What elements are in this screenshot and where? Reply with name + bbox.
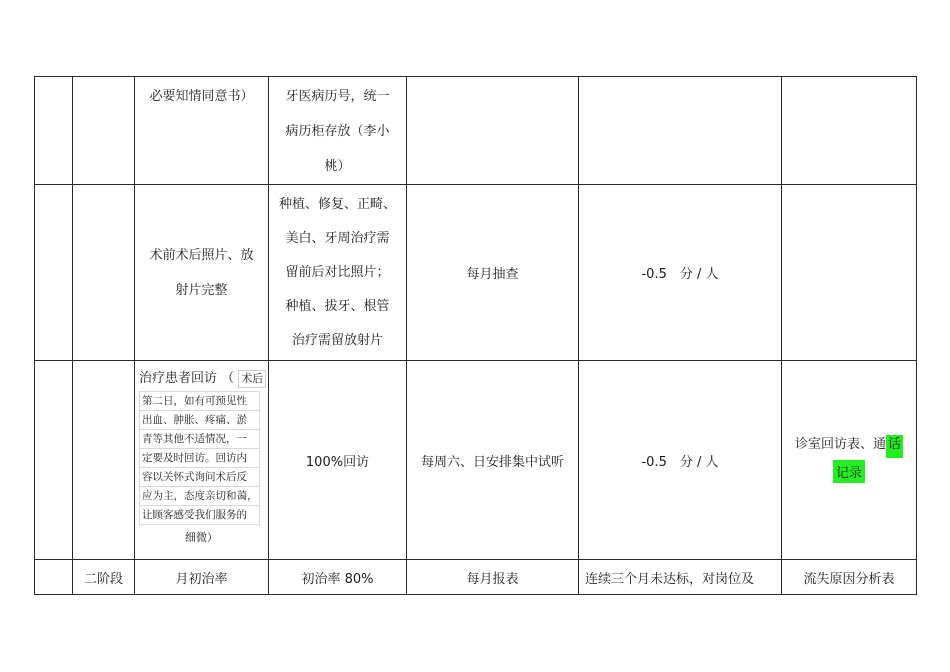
cell-index xyxy=(35,560,73,595)
standard-line: 种植、修复、正畸、 xyxy=(278,196,396,212)
note-line: 应为主，态度亲切和蔼， xyxy=(139,487,260,506)
cell-item xyxy=(135,185,269,361)
highlighted-text: 话 xyxy=(886,435,903,458)
note-line: 容以关怀式询问术后反 xyxy=(139,468,260,487)
item-text: 必要知情同意书） xyxy=(149,89,254,104)
cell-standard xyxy=(269,77,407,185)
table-row xyxy=(35,361,917,560)
cell-standard: 初治率 80% xyxy=(269,560,407,595)
standard-line: 美白、牙周治疗需 xyxy=(285,230,390,246)
note-line: 定要及时回访。回访内 xyxy=(139,449,260,468)
record-text: 诊室回访表、通 xyxy=(794,437,886,452)
record-line-1 xyxy=(782,432,916,458)
note-line: 让顾客感受我们服务的 xyxy=(139,506,260,525)
cell-check xyxy=(407,77,579,185)
note-line: 青等其他不适情况，一 xyxy=(139,430,260,449)
cell-item: 月初治率 xyxy=(135,560,269,595)
cell-record: 流失原因分析表 xyxy=(782,560,917,595)
table-row xyxy=(35,560,917,595)
cell-check: 每月报表 xyxy=(407,560,579,595)
cell-penalty xyxy=(579,77,782,185)
standard-line: 种植、拔牙、根管 xyxy=(285,298,390,314)
cell-record xyxy=(782,77,917,185)
cell-penalty: -0.5 分 / 人 xyxy=(579,185,782,361)
assessment-table xyxy=(34,76,917,595)
cell-stage xyxy=(73,77,135,185)
standard-line: 治疗需留放射片 xyxy=(291,332,383,348)
item-title: 治疗患者回访 xyxy=(139,371,218,386)
cell-check: 每周六、日安排集中试听 xyxy=(407,361,579,560)
table-row xyxy=(35,77,917,185)
cell-penalty: 连续三个月未达标，对岗位及 xyxy=(579,560,782,595)
item-line: 术前术后照片、放 xyxy=(149,247,254,263)
table-row xyxy=(35,185,917,361)
cell-standard: 100%回访 xyxy=(269,361,407,560)
cell-stage: 二阶段 xyxy=(73,560,135,595)
cell-item xyxy=(135,361,269,560)
standard-line: 病历柜存放（李小 xyxy=(285,124,390,139)
standard-line: 桃） xyxy=(324,159,351,174)
cell-record xyxy=(782,185,917,361)
note-line: 第二日，如有可预见性 xyxy=(139,391,260,411)
standard-line: 留前后对比照片； xyxy=(285,264,390,280)
cell-record xyxy=(782,361,917,560)
highlighted-text: 记录 xyxy=(833,460,865,483)
item-heading xyxy=(139,367,264,391)
cell-check: 每月抽查 xyxy=(407,185,579,361)
item-paren: （ xyxy=(221,371,235,386)
cell-penalty: -0.5 分 / 人 xyxy=(579,361,782,560)
note-tail: 细微） xyxy=(185,531,218,544)
standard-line: 牙医病历号，统一 xyxy=(285,89,390,104)
cell-index xyxy=(35,361,73,560)
record-line-2 xyxy=(782,460,916,488)
cell-index xyxy=(35,77,73,185)
cell-stage xyxy=(73,185,135,361)
cell-index xyxy=(35,185,73,361)
item-boxed-note: 术后 xyxy=(238,370,266,388)
cell-stage xyxy=(73,361,135,560)
cell-standard xyxy=(269,185,407,361)
cell-item xyxy=(135,77,269,185)
item-line: 射片完整 xyxy=(175,282,228,298)
note-line: 出血、肿胀、疼痛、淤 xyxy=(139,411,260,430)
